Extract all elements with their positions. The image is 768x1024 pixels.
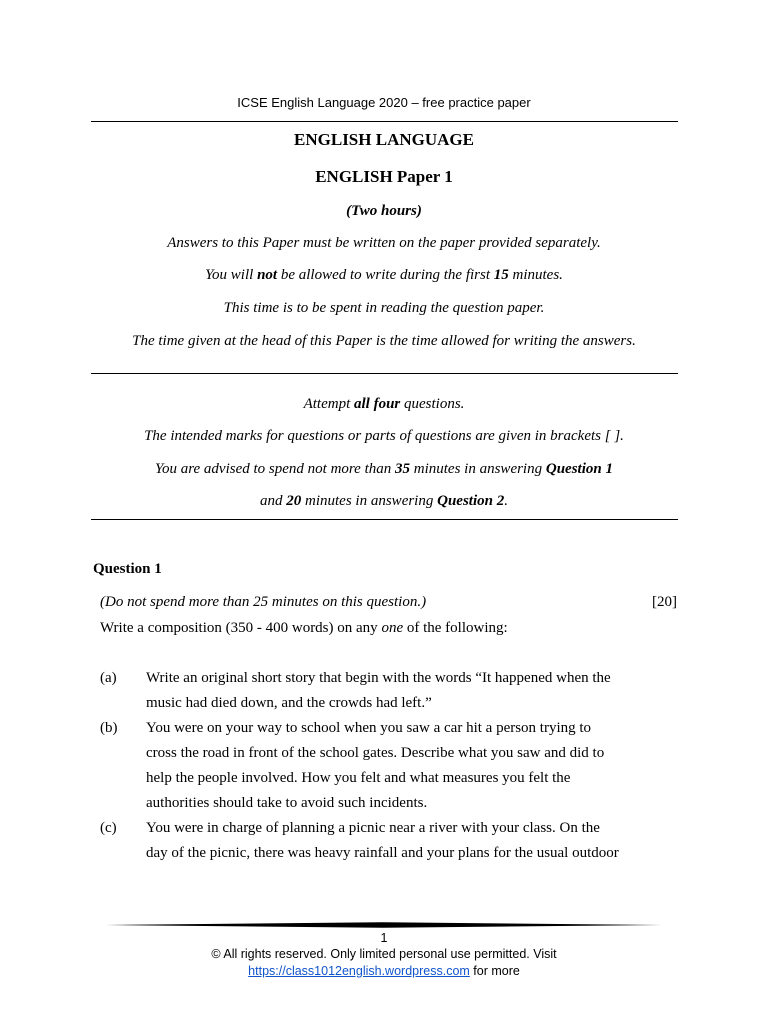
option-c-line-1: You were in charge of planning a picnic near a river with your class. On the: [146, 820, 600, 836]
instruction-line-1: Answers to this Paper must be written on the paper provided separately.: [167, 235, 601, 251]
option-b-line-4: authorities should take to avoid such incidents.: [146, 795, 428, 811]
footer-link-line: https://class1012english.wordpress.com for more: [248, 964, 520, 978]
running-header: ICSE English Language 2020 – free practice paper: [237, 95, 531, 110]
page-number: 1: [380, 931, 388, 945]
section-rule-top: [91, 373, 678, 374]
instruction-line-2: You will not be allowed to write during the first 15 minutes.: [205, 267, 563, 283]
question-1-note: (Do not spend more than 25 minutes on this question.): [100, 594, 427, 610]
section-rule-bottom: [91, 519, 678, 520]
paper-duration: (Two hours): [346, 203, 422, 219]
question-1-prompt: Write a composition (350 - 400 words) on any one of the following:: [100, 620, 508, 636]
footer-rule: [106, 921, 662, 929]
question-1-heading: Question 1: [93, 561, 162, 577]
paper-subtitle: ENGLISH Paper 1: [315, 167, 453, 186]
footer-copyright: © All rights reserved. Only limited personal use permitted. Visit: [211, 947, 557, 961]
instruction-line-4: The time given at the head of this Paper is the time allowed for writing the answers.: [132, 333, 636, 349]
attempt-line-1: Attempt all four questions.: [303, 396, 465, 412]
header-rule: [91, 121, 678, 122]
option-c-label: (c): [100, 820, 117, 836]
attempt-line-2: The intended marks for questions or parts of questions are given in brackets [ ].: [144, 428, 624, 444]
question-1-marks: [20]: [652, 594, 677, 610]
instruction-line-3: This time is to be spent in reading the question paper.: [223, 300, 545, 316]
option-b-line-3: help the people involved. How you felt and what measures you felt the: [146, 770, 571, 786]
attempt-line-4: and 20 minutes in answering Question 2.: [260, 493, 508, 509]
option-b-label: (b): [100, 720, 118, 736]
option-a-line-1: Write an original short story that begin with the words “It happened when the: [146, 670, 611, 686]
option-b-line-1: You were on your way to school when you saw a car hit a person trying to: [146, 720, 592, 736]
paper-title: ENGLISH LANGUAGE: [294, 130, 474, 149]
attempt-line-3: You are advised to spend not more than 35 minutes in answering Question 1: [155, 461, 613, 477]
option-b-line-2: cross the road in front of the school gates. Describe what you saw and did to: [146, 745, 605, 761]
option-a-line-2: music had died down, and the crowds had left.”: [146, 695, 432, 711]
footer-website-link[interactable]: https://class1012english.wordpress.com: [248, 964, 470, 978]
option-c-line-2: day of the picnic, there was heavy rainfall and your plans for the usual outdoor: [146, 845, 619, 861]
option-a-label: (a): [100, 670, 117, 686]
